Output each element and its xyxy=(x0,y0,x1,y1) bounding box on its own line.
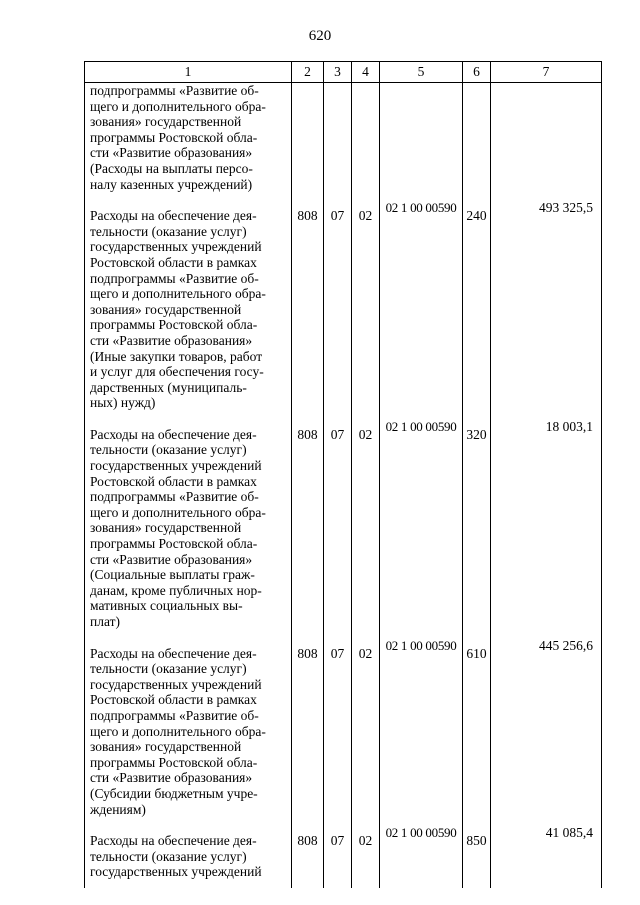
row-description xyxy=(85,419,292,638)
row-description-text: Расходы на обеспечение дея- тельности (оказание услуг) государственных учреждений xyxy=(90,833,262,880)
row-amount xyxy=(491,83,602,201)
row-description xyxy=(85,638,292,826)
row-description xyxy=(85,200,292,419)
row-section-code: 07 xyxy=(324,419,352,638)
row-description-text: подпрограммы «Развитие об- щего и дополнительного обра- зования» государственной программы Ростовской обла- сти «Развитие образования» (Расходы на выплаты персо- налу казенных учреждений) xyxy=(90,83,266,192)
row-description xyxy=(85,825,292,888)
row-section-code: 07 xyxy=(324,638,352,826)
header-col-6: 6 xyxy=(463,62,491,83)
row-subsection-code xyxy=(352,83,380,201)
row-ministry-code: 808 xyxy=(292,200,324,419)
row-amount: 18 003,1 xyxy=(491,419,602,638)
table-row xyxy=(85,825,602,888)
row-expense-type: 610 xyxy=(463,638,491,826)
row-subsection-code: 02 xyxy=(352,638,380,826)
row-expense-type: 320 xyxy=(463,419,491,638)
header-col-7: 7 xyxy=(491,62,602,83)
table-body xyxy=(85,83,602,888)
row-target-code: 02 1 00 00590 xyxy=(380,419,463,638)
table-row xyxy=(85,419,602,638)
row-target-code xyxy=(380,83,463,201)
budget-table xyxy=(84,61,602,888)
header-col-2: 2 xyxy=(292,62,324,83)
row-subsection-code: 02 xyxy=(352,200,380,419)
table-header xyxy=(85,62,602,83)
row-section-code: 07 xyxy=(324,825,352,888)
row-expense-type: 240 xyxy=(463,200,491,419)
header-col-4: 4 xyxy=(352,62,380,83)
row-description-text: Расходы на обеспечение дея- тельности (оказание услуг) государственных учреждений Ростовской области в рамках подпрограммы «Развитие об- щего и дополнительного обра- зования» государственной программы Ростовской обла- сти «Развитие образования» (Субсидии бюджетным учре- ждениям) xyxy=(90,645,266,817)
header-row xyxy=(85,62,602,83)
row-expense-type: 850 xyxy=(463,825,491,888)
row-subsection-code: 02 xyxy=(352,825,380,888)
row-target-code: 02 1 00 00590 xyxy=(380,638,463,826)
header-col-5: 5 xyxy=(380,62,463,83)
row-section-code xyxy=(324,83,352,201)
row-subsection-code: 02 xyxy=(352,419,380,638)
row-ministry-code: 808 xyxy=(292,419,324,638)
row-target-code: 02 1 00 00590 xyxy=(380,200,463,419)
row-amount: 493 325,5 xyxy=(491,200,602,419)
row-amount: 41 085,4 xyxy=(491,825,602,888)
row-description xyxy=(85,83,292,201)
header-col-3: 3 xyxy=(324,62,352,83)
table-row xyxy=(85,638,602,826)
row-description-text: Расходы на обеспечение дея- тельности (оказание услуг) государственных учреждений Ростовской области в рамках подпрограммы «Развитие об- щего и дополнительного обра- зования» государственной программы Ростовской обла- сти «Развитие образования» (Социальные выплаты граж- данам, кроме публичных нор- мативных социальных вы- плат) xyxy=(90,426,266,629)
table-row xyxy=(85,83,602,201)
page-number: 620 xyxy=(308,28,332,44)
row-description-text: Расходы на обеспечение дея- тельности (оказание услуг) государственных учреждений Ростовской области в рамках подпрограммы «Развитие об- щего и дополнительного обра- зования» государственной программы Ростовской обла- сти «Развитие образования» (Иные закупки товаров, работ и услуг для обеспечения госу- дарственных (муниципаль- ных) нужд) xyxy=(90,208,266,411)
row-ministry-code: 808 xyxy=(292,825,324,888)
row-ministry-code xyxy=(292,83,324,201)
header-col-1: 1 xyxy=(85,62,292,83)
row-target-code: 02 1 00 00590 xyxy=(380,825,463,888)
row-section-code: 07 xyxy=(324,200,352,419)
row-amount: 445 256,6 xyxy=(491,638,602,826)
table-row xyxy=(85,200,602,419)
row-expense-type xyxy=(463,83,491,201)
row-ministry-code: 808 xyxy=(292,638,324,826)
